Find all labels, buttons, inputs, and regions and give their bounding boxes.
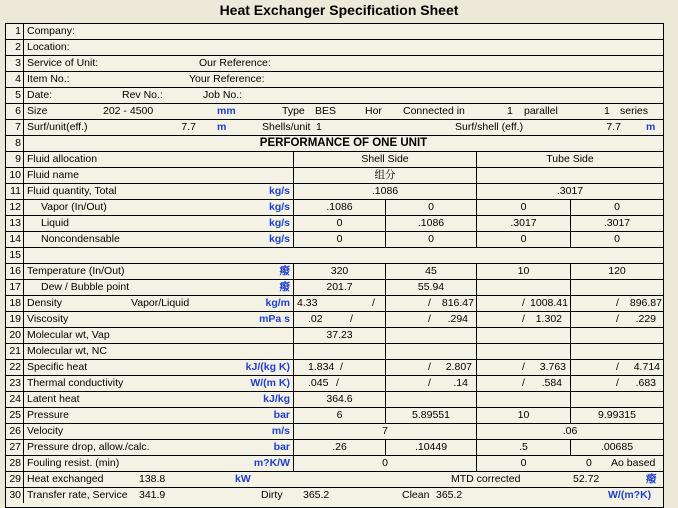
liquid-shell-out: .1086 [417,217,445,229]
fouling-shell: 0 [382,457,388,469]
surf-shell-unit: m [646,121,656,133]
row-number: 25 [6,408,24,423]
row-number: 19 [6,312,24,327]
vapor-tube-in: 0 [520,201,527,213]
pressure-drop-tube-allow: .5 [519,441,528,453]
row-surface [6,120,663,136]
density-tube-out: 896.87 [629,297,662,309]
pressure-label: Pressure [27,409,70,421]
row-number: 10 [6,168,24,183]
noncondensable-tube-in: 0 [520,233,527,245]
heat-exchanged-unit: kW [235,473,251,485]
ao-based-label: Ao based [611,457,656,469]
row-number: 14 [6,232,24,247]
density-unit: kg/m [265,297,290,309]
vapor-tube-out: 0 [614,201,620,213]
thermal-conductivity-shell-in: .045 [308,377,329,389]
row-dew-bubble [6,280,663,296]
viscosity-shell-out: .294 [447,313,468,325]
row-number: 18 [6,296,24,311]
size-value: 202 - 4500 [103,105,154,117]
row-number: 20 [6,328,24,343]
row-fluid-name [6,168,663,184]
fouling-tube: 0 [520,457,527,469]
noncondensable-shell-out: 0 [428,233,434,245]
type-value: BES [315,105,337,117]
temperature-unit: 癈 [279,265,290,277]
surf-unit-value: 7.7 [181,121,196,133]
mtd-unit: 癈 [646,473,657,485]
type-label: Type [282,105,305,117]
rev-label: Rev No.: [122,89,163,101]
shell-fluid-name: 组分 [374,169,396,181]
vapor-unit: kg/s [268,201,290,213]
row-fouling [6,456,663,472]
row-company [6,24,663,40]
our-reference-label: Our Reference: [199,57,271,69]
fluid-quantity-unit: kg/s [268,185,290,197]
row-location [6,40,663,56]
heat-exchanged-label: Heat exchanged [27,473,104,485]
fluid-allocation-label: Fluid allocation [27,153,98,165]
row-number: 13 [6,216,24,231]
row-noncondensable [6,232,663,248]
specific-heat-shell-in: 1.834 [308,361,335,373]
row-number: 6 [6,104,24,119]
row-vapor [6,200,663,216]
pressure-shell-in: 6 [336,409,343,421]
row-density: 18 Density Vapor/Liquid kg/m 4.33 / / 816.47 / 1008.41 / 896.87 [6,296,663,312]
velocity-tube: .06 [562,425,578,437]
vapor-shell-in: .1086 [326,201,353,213]
row-velocity [6,424,663,440]
sheet-title: Heat Exchanger Specification Sheet [219,2,459,18]
row-number: 1 [6,24,24,39]
item-label: Item No.: [27,73,70,85]
orientation-value: Hor [365,105,382,117]
row-thermal-conductivity: 23 Thermal conductivity W/(m K) .045 / / .14 / .584 / .683 [6,376,663,392]
latent-heat-value: 364.6 [326,393,353,405]
row-number: 9 [6,152,24,167]
row-number: 21 [6,344,24,359]
mol-wt-vap-label: Molecular wt, Vap [27,329,110,341]
row-number: 3 [6,56,24,71]
dirty-label: Dirty [261,489,283,501]
row-mol-wt-vap [6,328,663,344]
noncondensable-label: Noncondensable [41,233,120,245]
job-label: Job No.: [203,89,243,101]
pressure-drop-unit: bar [273,441,290,453]
fouling-tube-2: 0 [586,457,592,469]
density-tube-in: 1008.41 [530,297,568,309]
row-number: 17 [6,280,24,295]
density-shell-out: 816.47 [441,297,474,309]
row-number: 15 [6,248,24,263]
surf-unit-label: Surf/unit(eff.) [27,121,88,133]
pressure-tube-out: 9.99315 [598,409,636,421]
vapor-label: Vapor (In/Out) [41,201,107,213]
row-fluid-quantity [6,184,663,200]
density-shell-in: 4.33 [297,297,318,309]
tube-fluid-quantity: .3017 [556,185,584,197]
date-label: Date: [27,89,53,101]
thermal-conductivity-tube-out: .683 [635,377,656,389]
row-latent-heat [6,392,663,408]
dew-bubble-unit: 癈 [279,281,290,293]
clean-value: 365.2 [436,489,463,501]
fluid-name-label: Fluid name [27,169,79,181]
company-label: Company: [27,25,75,37]
surf-shell-value: 7.7 [606,121,621,133]
liquid-shell-in: 0 [336,217,343,229]
row-date [6,88,663,104]
mol-wt-nc-label: Molecular wt, NC [27,345,107,357]
row-pressure [6,408,663,424]
surf-shell-label: Surf/shell (eff.) [455,121,524,133]
row-liquid [6,216,663,232]
viscosity-tube-in: 1.302 [535,313,562,325]
row-number: 27 [6,440,24,455]
liquid-label: Liquid [41,217,70,229]
row-number: 16 [6,264,24,279]
row-number: 2 [6,40,24,55]
temperature-tube-in: 10 [517,265,530,277]
thermal-conductivity-shell-out: .14 [453,377,468,389]
temperature-shell-in: 320 [330,265,349,277]
mtd-label: MTD corrected [451,473,521,485]
performance-header: PERFORMANCE OF ONE UNIT [259,137,428,149]
row-number: 8 [6,136,24,151]
viscosity-shell-in: .02 [308,313,323,325]
transfer-rate-label: Transfer rate, Service [27,489,128,501]
heat-exchanged-value: 138.8 [139,473,166,485]
spec-sheet-table [5,23,664,508]
row-number: 29 [6,472,24,487]
density-sublabel: Vapor/Liquid [131,297,190,309]
clean-label: Clean [402,489,430,501]
dew-point: 201.7 [326,281,353,293]
row-number: 4 [6,72,24,87]
fouling-unit: m?K/W [253,457,290,469]
row-size [6,104,663,120]
velocity-shell: 7 [382,425,388,437]
shell-side-header: Shell Side [361,153,409,165]
noncondensable-tube-out: 0 [614,233,620,245]
specific-heat-shell-out: 2.807 [445,361,472,373]
series-count: 1 [604,105,610,117]
row-number: 23 [6,376,24,391]
row-number: 28 [6,456,24,471]
your-reference-label: Your Reference: [189,73,265,85]
viscosity-tube-out: .229 [635,313,656,325]
liquid-tube-in: .3017 [510,217,537,229]
row-heat-exchanged [6,472,663,488]
bubble-point: 55.94 [417,281,445,293]
pressure-drop-shell-calc: .10449 [414,441,448,453]
dew-bubble-label: Dew / Bubble point [41,281,130,293]
row-transfer-rate [6,488,663,504]
transfer-rate-unit: W/(m?K) [608,489,652,501]
velocity-unit: m/s [271,425,290,437]
temperature-tube-out: 120 [608,265,626,277]
viscosity-unit: mPa s [259,313,290,325]
pressure-drop-shell-allow: .26 [332,441,347,453]
pressure-drop-tube-calc: .00685 [600,441,634,453]
parallel-count: 1 [507,105,513,117]
row-temperature [6,264,663,280]
velocity-label: Velocity [27,425,64,437]
size-unit: mm [217,105,236,117]
row-number: 5 [6,88,24,103]
thermal-conductivity-label: Thermal conductivity [27,377,124,389]
pressure-unit: bar [273,409,290,421]
row-number: 26 [6,424,24,439]
temperature-label: Temperature (In/Out) [27,265,125,277]
vapor-shell-out: 0 [428,201,434,213]
shells-value: 1 [316,121,322,133]
latent-heat-label: Latent heat [27,393,80,405]
tube-side-header: Tube Side [546,153,594,165]
temperature-shell-out: 45 [425,265,437,277]
row-performance-header [6,136,663,152]
liquid-unit: kg/s [268,217,290,229]
pressure-shell-out: 5.89551 [412,409,450,421]
shells-label: Shells/unit [262,121,311,133]
thermal-conductivity-tube-in: .584 [541,377,562,389]
row-number: 7 [6,120,24,135]
latent-heat-unit: kJ/kg [263,393,290,405]
pressure-drop-label: Pressure drop, allow./calc. [27,441,150,453]
row-number: 11 [6,184,24,199]
fluid-quantity-label: Fluid quantity, Total [27,185,117,197]
specific-heat-label: Specific heat [27,361,88,373]
row-fluid-allocation [6,152,663,168]
specific-heat-unit: kJ/(kg K) [245,361,290,373]
service-label: Service of Unit: [27,57,99,69]
row-number: 22 [6,360,24,375]
row-item [6,72,663,88]
noncondensable-unit: kg/s [268,233,290,245]
row-service [6,56,663,72]
connected-label: Connected in [403,105,465,117]
row-number: 24 [6,392,24,407]
size-label: Size [27,105,48,117]
dirty-value: 365.2 [303,489,330,501]
series-label: series [620,105,649,117]
row-number: 30 [6,488,24,503]
fouling-label: Fouling resist. (min) [27,457,120,469]
mtd-value: 52.72 [573,473,600,485]
specific-heat-tube-out: 4.714 [633,361,660,373]
viscosity-label: Viscosity [27,313,69,325]
row-mol-wt-nc [6,344,663,360]
density-label: Density [27,297,63,309]
mol-wt-vap-value: 37.23 [326,329,353,341]
surf-unit-unit: m [217,121,227,133]
parallel-label: parallel [524,105,558,117]
noncondensable-shell-in: 0 [336,233,343,245]
row-number: 12 [6,200,24,215]
liquid-tube-out: .3017 [603,217,631,229]
location-label: Location: [27,41,70,53]
pressure-tube-in: 10 [517,409,530,421]
row-blank [6,248,663,264]
row-specific-heat: 22 Specific heat kJ/(kg K) 1.834 / / 2.807 / 3.763 / 4.714 [6,360,663,376]
transfer-rate-value: 341.9 [139,489,166,501]
row-pressure-drop [6,440,663,456]
shell-fluid-quantity: .1086 [371,185,399,197]
row-viscosity: 19 Viscosity mPa s .02 / / .294 / 1.302 / .229 [6,312,663,328]
thermal-conductivity-unit: W/(m K) [250,377,290,389]
specific-heat-tube-in: 3.763 [539,361,566,373]
